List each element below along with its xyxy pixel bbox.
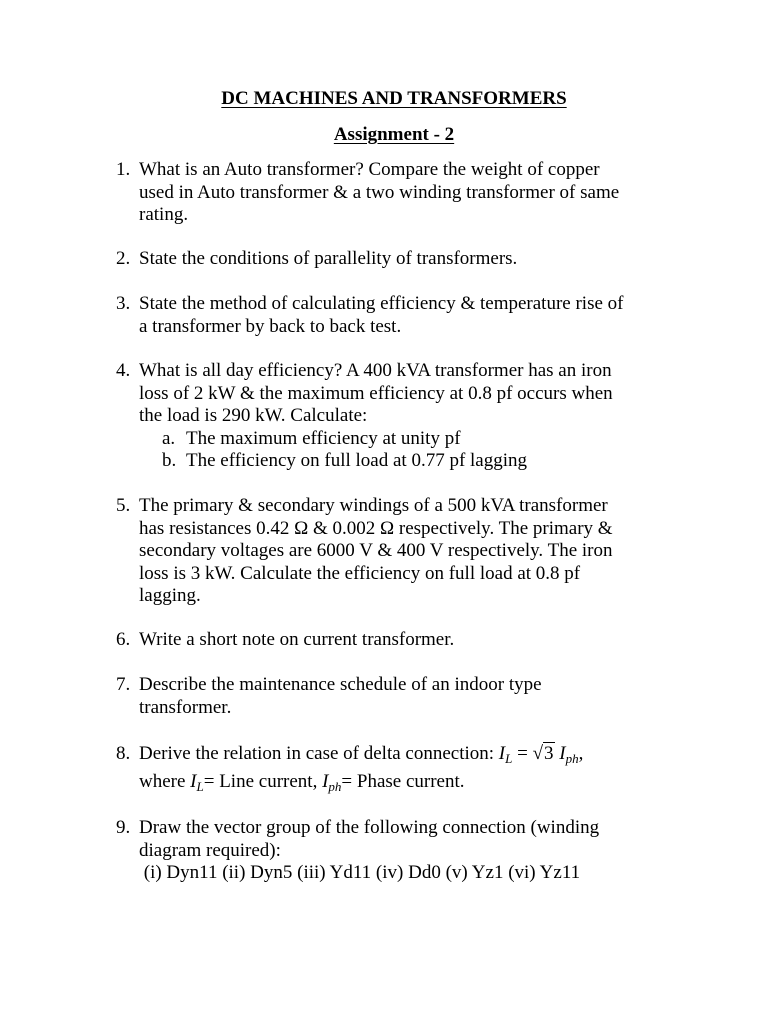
question-line: loss is 3 kW. Calculate the efficiency on full load at 0.8 pf xyxy=(139,562,581,584)
question-number: 8. xyxy=(116,743,131,764)
question-number: 3. xyxy=(116,293,131,314)
question-number: 9. xyxy=(116,817,131,838)
sub-item-letter: b. xyxy=(162,450,177,471)
question-8 xyxy=(116,743,676,798)
line-current-symbol: $I_L$ xyxy=(498,743,513,766)
question-line: loss of 2 kW & the maximum efficiency at 0.8 pf occurs when xyxy=(139,382,613,404)
question-line: Write a short note on current transformer. xyxy=(139,629,455,650)
question-4 xyxy=(116,360,676,473)
question-line: (i) Dyn11 (ii) Dyn5 (iii) Yd11 (iv) Dd0 (v) Yz1 (vi) Yz11 xyxy=(139,862,581,883)
question-line: rating. xyxy=(139,204,189,225)
phase-current-symbol: $I_{ph}$ xyxy=(322,770,342,794)
question-number: 2. xyxy=(116,248,131,269)
line-current-symbol: $I_L$ xyxy=(190,770,204,794)
question-2 xyxy=(116,248,676,271)
question-number: 6. xyxy=(116,629,131,650)
where-text: where xyxy=(139,770,191,792)
question-line: lagging. xyxy=(139,585,201,606)
question-text: Derive the relation in case of delta connection: xyxy=(139,743,499,764)
assignment-subtitle: Assignment - 2 xyxy=(333,124,455,145)
question-line: has resistances 0.42 Ω & 0.002 Ω respectively. The primary & xyxy=(139,517,613,539)
question-line: Draw the vector group of the following connection (winding xyxy=(139,817,600,838)
question-line: State the conditions of parallelity of transformers. xyxy=(139,248,518,269)
question-number: 5. xyxy=(116,495,131,516)
question-line: Describe the maintenance schedule of an indoor type xyxy=(139,674,542,695)
question-line: transformer. xyxy=(139,696,232,718)
square-root-symbol: √3 xyxy=(532,743,554,764)
question-line: used in Auto transformer & a two winding transformer of same xyxy=(139,181,620,203)
equals-sign: = xyxy=(512,743,533,764)
question-line: What is all day efficiency? A 400 kVA transformer has an iron xyxy=(139,360,612,381)
phase-current-definition: = Phase current. xyxy=(341,770,465,792)
sub-item-b xyxy=(139,450,676,473)
question-3 xyxy=(116,293,676,338)
question-number: 4. xyxy=(116,360,131,381)
question-5 xyxy=(116,495,676,608)
document-title: DC MACHINES AND TRANSFORMERS xyxy=(221,88,567,109)
question-6 xyxy=(116,629,676,652)
sub-item-a xyxy=(139,428,676,451)
question-number: 7. xyxy=(116,674,131,695)
question-7 xyxy=(116,674,676,719)
question-line: a transformer by back to back test. xyxy=(139,315,402,337)
question-line: the load is 290 kW. Calculate: xyxy=(139,405,368,426)
sub-item-letter: a. xyxy=(162,427,176,449)
question-line: State the method of calculating efficiency & temperature rise of xyxy=(139,293,624,314)
sub-item-text: The maximum efficiency at unity pf xyxy=(186,427,461,449)
sub-item-text: The efficiency on full load at 0.77 pf lagging xyxy=(186,450,528,471)
line-current-definition: = Line current, xyxy=(203,770,323,792)
question-line: secondary voltages are 6000 V & 400 V respectively. The iron xyxy=(139,540,613,561)
phase-current-symbol: $I_{ph}$ xyxy=(559,743,579,766)
question-line: diagram required): xyxy=(139,839,281,861)
question-1 xyxy=(116,159,676,227)
question-line xyxy=(139,743,676,771)
question-line: The primary & secondary windings of a 500 kVA transformer xyxy=(139,495,608,516)
question-number: 1. xyxy=(116,159,131,180)
question-line: What is an Auto transformer? Compare the weight of copper xyxy=(139,159,600,180)
question-9 xyxy=(116,817,676,885)
comma: , xyxy=(578,743,584,764)
question-line xyxy=(139,771,676,799)
